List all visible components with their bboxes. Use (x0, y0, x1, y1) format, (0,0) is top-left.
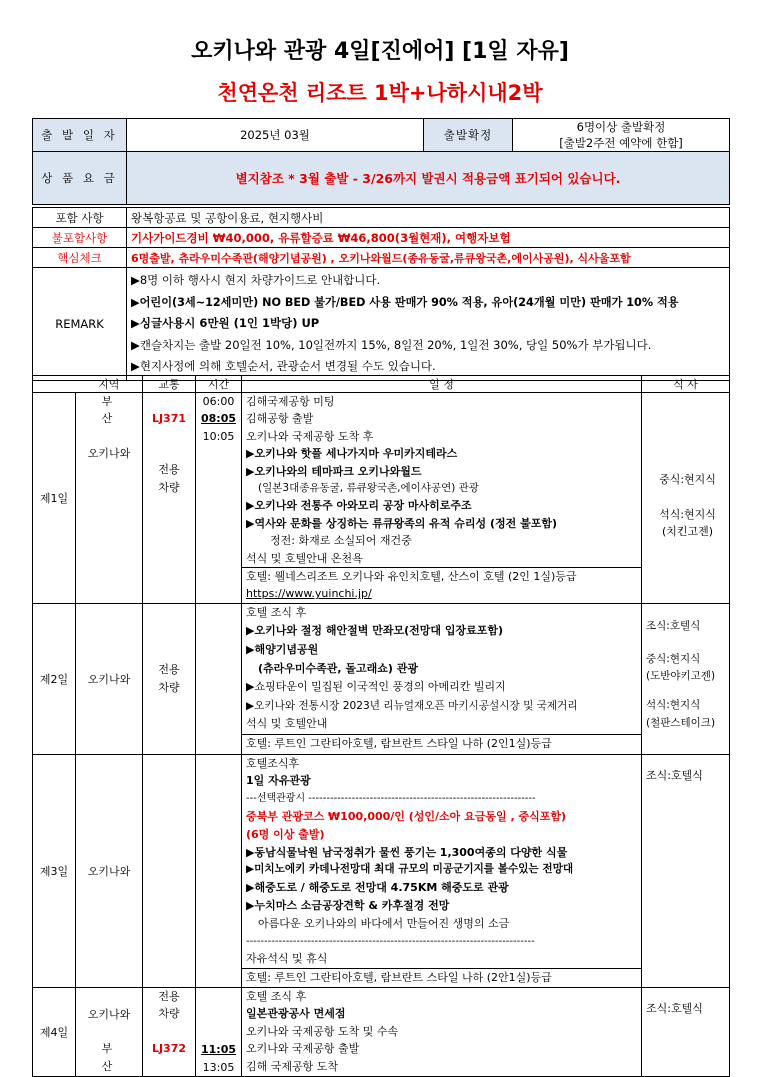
col-meal: 식 사 (642, 376, 730, 393)
day4-time-1: 11:05 (200, 1043, 236, 1057)
itinerary-line: (츄라우미수족관, 돌고래쇼) 관광 (258, 661, 419, 675)
itinerary-line: ▶오키나와의 테마파크 오키나와월드 (246, 464, 422, 478)
itinerary-line: ▶해중도로 / 해중도로 전망대 4.75KM 해중도로 관광 (246, 881, 509, 895)
day2-transport (143, 603, 196, 754)
itinerary-line: ▶오키나와 전통주 아와모리 공장 마사히로주조 (246, 499, 472, 513)
core-value: 6명출발, 츄라우미수족관(해양기념공원) , 오키나와월드(종유동굴,류큐왕국촌,에이사공원), 식사울포함 (127, 248, 730, 268)
itinerary-line: 김해 국제공항 도착 (246, 1059, 339, 1073)
include-label: 포함 사항 (33, 208, 127, 228)
itinerary-line: (6명 이상 출발) (246, 827, 325, 841)
itinerary-line: ▶오키나와 절정 해안절벽 만좌모(전망대 입장료포함) (246, 624, 503, 638)
day1-flight: LJ371 (151, 412, 187, 425)
day4-region (76, 987, 143, 1076)
itinerary-line: 석식 및 호텔안내 (246, 717, 328, 731)
remark-label: REMARK (33, 268, 127, 381)
itinerary-line: ▶미치노에키 카데나전망대 최대 규모의 미공군기지를 볼수있는 전망대 (246, 863, 574, 876)
info-table (32, 207, 730, 381)
day1-transport (143, 393, 196, 604)
itinerary-line: ▶누치마스 소금공장견학 & 카후절경 전망 (246, 899, 450, 912)
page-subtitle: 천연온천 리조트 1박+나하시내2박 (217, 81, 543, 105)
day4-region-from: 오키나와 (87, 1007, 131, 1021)
include-value: 왕복항공료 및 공항이용료, 현지행사비 (127, 208, 730, 228)
day2-meal (642, 603, 730, 754)
itinerary-line: 호텔조식후 (246, 756, 300, 770)
day4-time (196, 987, 242, 1076)
itinerary-line: 일본관광공사 면세점 (246, 1007, 346, 1021)
day4-time-2: 13:05 (202, 1060, 235, 1074)
itinerary-line: 석식 및 호텔안내 온천욕 (246, 551, 363, 565)
day4-transport (143, 987, 196, 1076)
day1-time-2: 08:05 (200, 412, 236, 426)
day1-time-3: 10:05 (202, 429, 235, 443)
day3-itinerary (242, 754, 642, 987)
day1-meal (642, 393, 730, 604)
itinerary-line: 오키나와 국제공항 도착 후 (246, 429, 374, 443)
day2-meal-5: (철판스테이크) (646, 716, 716, 729)
day2-meal-1: 조식:호텔식 (646, 619, 701, 632)
day2-time (196, 603, 242, 754)
itinerary-line: 정전: 화재로 소실되어 재건중 (270, 534, 412, 548)
day4-flight: LJ372 (151, 1041, 187, 1055)
hotel-website-link[interactable]: https://www.yuinchi.jp/ (246, 587, 372, 601)
day3-hotel: 호텔: 루트인 그란티아호텔, 람브란트 스타일 나하 (2안1실)등급 (242, 968, 641, 987)
col-transport: 교통 (143, 376, 196, 393)
itinerary-line: 1일 자유관광 (246, 774, 311, 788)
col-day (33, 376, 76, 393)
day1-region-from: 부 산 (101, 395, 129, 426)
day1-meal-1: 중식:현지식 (659, 473, 716, 487)
day2-meal-2: 중식:현지식 (646, 653, 701, 666)
remark-item: ▶8명 이하 행사시 현지 차량가이드로 안내합니다. (131, 273, 381, 287)
day3-region: 오키나와 (76, 754, 143, 987)
day3-transport (143, 754, 196, 987)
day2-label: 제2일 (33, 603, 76, 754)
itinerary-line: ▶해양기념공원 (246, 643, 319, 657)
itinerary-line: 김해공항 출발 (246, 412, 314, 426)
price-value: 별지참조 * 3월 출발 - 3/26까지 발권시 적용금액 표기되어 있습니다. (127, 152, 730, 205)
exclude-label: 불포함사항 (33, 228, 127, 248)
itinerary-line: 호텔 조식 후 (246, 989, 307, 1003)
itinerary-line: 호텔 조식 후 (246, 605, 307, 619)
itinerary-line: 김해국제공항 미팅 (246, 395, 335, 408)
remark-list (127, 268, 730, 381)
itinerary-line: ▶오키나와 전통시장 2023년 리뉴얼재오픈 마키시공설시장 및 국제거리 (246, 699, 578, 712)
itinerary-line: ---선택관광시 --------------------------------------------------------------- (246, 793, 536, 805)
day2-itinerary (242, 603, 642, 754)
itinerary-line: 자유석식 및 휴식 (246, 952, 328, 966)
itinerary-line: 중북부 관광코스 ₩100,000/인 (성인/소아 요금동일 , 중식포함) (246, 810, 566, 824)
col-time: 시간 (196, 376, 242, 393)
confirm-value (513, 119, 730, 152)
remark-item: ▶싱글사용시 6만원 (1인 1박당) UP (131, 316, 320, 331)
col-itinerary: 일 정 (242, 376, 642, 393)
remark-item: ▶어린이(3세~12세미만) NO BED 불가/BED 사용 판매가 90% 적용, 유아(24개월 미만) 판매가 10% 적용 (131, 295, 679, 309)
day2-transport-2: 차량 (158, 680, 180, 694)
day1-transport-1: 전용 (158, 463, 180, 477)
schedule-table (32, 375, 730, 1077)
day1-transport-2: 차량 (158, 480, 180, 494)
day4-meal-1: 조식:호텔식 (646, 1001, 703, 1015)
itinerary-line: 오키나와 국제공항 출발 (246, 1042, 360, 1056)
remark-item: ▶현지사정에 의해 호텔순서, 관광순서 변경될 수도 있습니다. (131, 359, 436, 374)
day1-region-to: 오키나와 (87, 446, 131, 460)
itinerary-line: 아름다운 오키나와의 바다에서 만들어진 생명의 소금 (258, 916, 510, 930)
day4-meal (642, 987, 730, 1076)
day4-label: 제4일 (33, 987, 76, 1076)
departure-label: 출 발 일 자 (33, 119, 127, 152)
core-label: 핵심체크 (33, 248, 127, 268)
day1-meal-2: 석식:현지식 (659, 507, 716, 521)
day1-hotel: 호텔: 웰네스리조트 오키나와 유인치호텔, 산스이 호텔 (2인 1실)등급 (242, 567, 641, 585)
day1-meal-3: (치킨고젠) (661, 525, 714, 539)
day3-meal-1: 조식:호텔식 (646, 768, 703, 782)
confirm-line-2: [출발2주전 예약에 한함] (559, 136, 683, 150)
departure-value: 2025년 03월 (127, 119, 424, 152)
itinerary-line: 오키나와 국제공항 도착 및 수속 (246, 1024, 399, 1038)
day2-meal-4: 석식:현지식 (646, 699, 701, 712)
itinerary-line: ▶동남식물낙원 남국정취가 물씬 풍기는 1,300여종의 다양한 식물 (246, 845, 568, 859)
exclude-value: 기사가이드경비 ₩40,000, 유류할증료 ₩46,800(3월현재), 여행자보험 (127, 228, 730, 248)
day2-meal-3: (도반야키고젠) (646, 670, 716, 683)
day2-hotel: 호텔: 루트인 그란티아호텔, 람브란트 스타일 나하 (2인1실)등급 (242, 734, 641, 754)
day4-itinerary (242, 987, 642, 1076)
day4-region-to: 부 산 (101, 1042, 129, 1073)
day3-time (196, 754, 242, 987)
day4-transport-2: 차량 (158, 1007, 180, 1021)
day1-time-1: 06:00 (202, 395, 235, 408)
day1-region (76, 393, 143, 604)
day1-label: 제1일 (33, 393, 76, 604)
itinerary-line: ▶역사와 문화를 상징하는 류큐왕족의 유적 슈리성 (정전 불포함) (246, 516, 557, 530)
day2-region: 오키나와 (76, 603, 143, 754)
day1-time (196, 393, 242, 604)
confirm-label: 출발확정 (424, 119, 513, 152)
day2-transport-1: 전용 (158, 663, 180, 677)
confirm-line-1: 6명이상 출발확정 (576, 120, 666, 134)
day3-label: 제3일 (33, 754, 76, 987)
itinerary-line: -------------------------------------------------------------------------------- (246, 935, 535, 947)
itinerary-line: (일본3대종유동굴, 류큐왕국촌,에이샤공연) 관광 (258, 482, 479, 495)
day1-itinerary (242, 393, 642, 604)
day4-transport-1: 전용 (158, 989, 180, 1003)
itinerary-line: ▶쇼핑타운이 밀집된 이국적인 풍경의 아메리칸 빌리지 (246, 680, 506, 694)
page-title: 오키나와 관광 4일[진에어] [1일 자유] (191, 39, 569, 64)
col-region: 지역 (76, 376, 143, 393)
itinerary-line: ▶오키나와 핫플 세나가지마 우미카지테라스 (246, 447, 458, 461)
day3-meal (642, 754, 730, 987)
remark-item: ▶캔슬차지는 출발 20일전 10%, 10일전까지 15%, 8일전 20%, 1일전 30%, 당일 50%가 부가됩니다. (131, 337, 652, 352)
price-label: 상 품 요 금 (33, 152, 127, 205)
summary-table (32, 118, 730, 205)
